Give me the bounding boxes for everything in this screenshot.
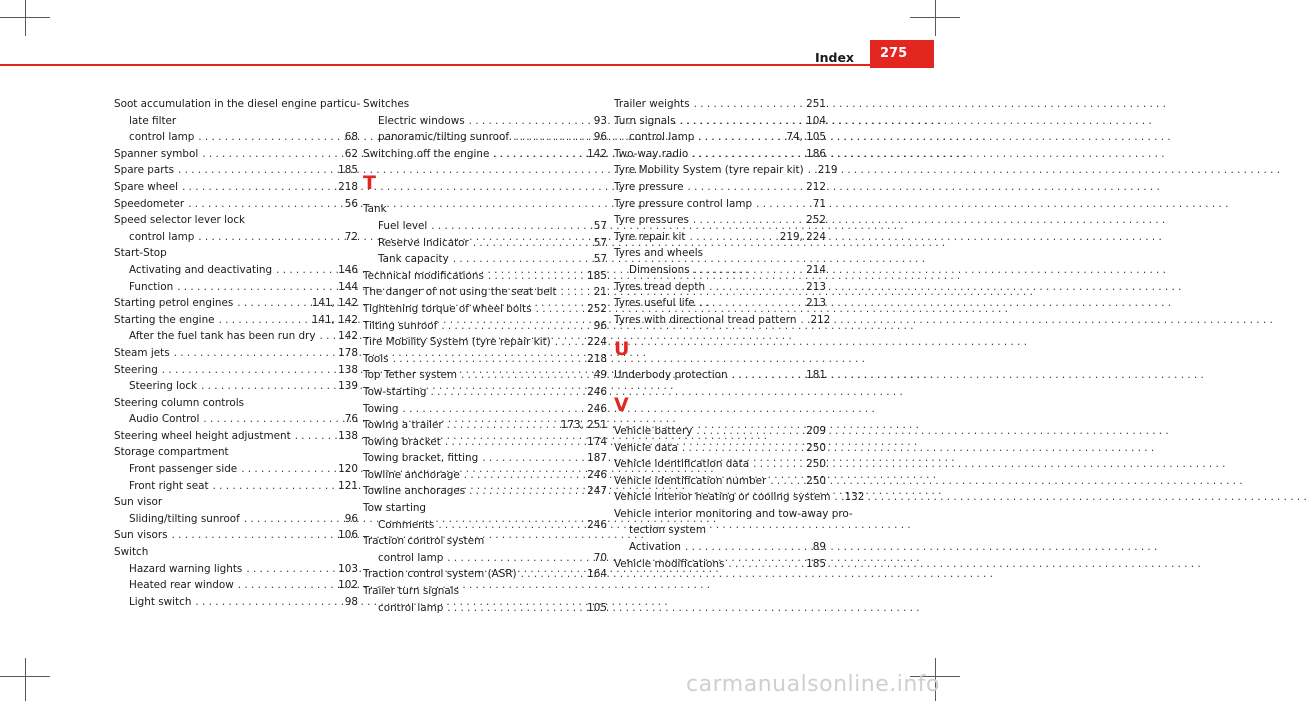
page-reference: 76: [344, 413, 358, 426]
section-letter: V: [614, 393, 629, 416]
index-column-3: [614, 96, 865, 572]
page-reference: 251: [806, 98, 826, 110]
entry-term: The danger of not using the seat belt: [363, 286, 557, 299]
dot-leader: [447, 600, 583, 617]
dot-leader: [177, 279, 334, 296]
index-subentry: [114, 279, 358, 296]
page-reference: 68: [344, 131, 358, 144]
index-heading: Start-Stop: [114, 247, 167, 260]
index-heading: Vehicle interior monitoring and tow-away pro-: [614, 507, 853, 520]
dot-leader: [188, 196, 341, 213]
entry-term: Spanner symbol: [114, 147, 199, 160]
index-entry: [614, 489, 865, 506]
dot-leader: [172, 527, 335, 544]
page-reference: 57: [593, 253, 607, 266]
index-subentry: [614, 539, 826, 556]
index-entry: [614, 96, 826, 113]
entry-term: Technical modifications: [363, 269, 484, 282]
entry-term: Tire Mobility System (tyre repair kit): [363, 336, 551, 349]
entry-term: Reserve indicator: [378, 236, 469, 249]
crop-mark: [25, 658, 26, 701]
dot-leader: [203, 411, 340, 428]
index-entry: [614, 279, 826, 296]
entry-term: Heated rear window: [129, 579, 234, 592]
index-heading: Tank: [363, 203, 387, 216]
entry-term: Traction control system (ASR): [363, 568, 517, 581]
index-entry: [614, 162, 838, 179]
page-reference: 56: [344, 197, 358, 210]
index-entry: [114, 146, 358, 163]
entry-term: Tyres useful life: [614, 297, 695, 310]
index-heading: Soot accumulation in the diesel engine particu-: [114, 98, 361, 110]
entry-term: Towing bracket, fitting: [363, 452, 479, 465]
dot-leader: [536, 301, 584, 318]
entry-term: Hazard warning lights: [129, 562, 243, 575]
index-column-1: [114, 96, 361, 610]
dot-leader: [561, 284, 590, 301]
index-subentry: [363, 129, 607, 146]
index-entry: [614, 179, 826, 196]
page-reference: 141, 142: [311, 297, 358, 310]
entry-term: Tyre Mobility System (tyre repair kit): [614, 164, 804, 177]
entry-term: Spare parts: [114, 164, 175, 177]
dot-leader: [693, 212, 802, 229]
page-reference: 218: [587, 352, 607, 365]
index-entry: [614, 295, 826, 312]
index-subentry: [614, 129, 826, 146]
index-entry: [614, 146, 826, 163]
page-reference: 146: [338, 263, 358, 276]
index-entry: [614, 196, 826, 213]
index-entry: [363, 450, 607, 467]
page-reference: 141, 142: [311, 313, 358, 326]
crop-mark: [25, 0, 26, 36]
dot-leader: [430, 384, 583, 401]
page-reference: 186: [806, 147, 826, 160]
entry-term: Light switch: [129, 595, 192, 608]
entry-term: Dimensions: [629, 263, 690, 276]
entry-term: Vehicle interior heating or cooling system: [614, 491, 831, 504]
index-entry: [614, 556, 826, 573]
index-entry: [363, 146, 607, 163]
dot-leader: [493, 146, 583, 163]
entry-term: Vehicle modifications: [614, 557, 725, 570]
index-entry: [363, 566, 607, 583]
dot-leader: [241, 461, 334, 478]
index-subentry: [363, 550, 607, 567]
entry-term: After the fuel tank has been run dry: [129, 330, 316, 343]
page-reference: 187: [587, 452, 607, 465]
entry-term: Towing a trailer: [363, 419, 443, 432]
dot-leader: [238, 577, 334, 594]
entry-term: Starting petrol engines: [114, 297, 234, 310]
dot-leader: [464, 467, 583, 484]
entry-term: control lamp: [378, 601, 444, 614]
page-reference: 105: [587, 601, 607, 614]
page-reference: 70: [593, 551, 607, 564]
index-entry: [363, 384, 607, 401]
page-reference: 246: [587, 385, 607, 398]
page-number: 275: [870, 40, 934, 68]
dot-leader: [696, 423, 802, 440]
dot-leader: [202, 146, 341, 163]
entry-term: Front passenger side: [129, 463, 238, 476]
dot-leader: [482, 450, 583, 467]
dot-leader: [393, 351, 584, 368]
dot-leader: [694, 262, 803, 279]
dot-leader: [431, 218, 589, 235]
page-reference: 106: [338, 529, 358, 542]
entry-term: Sun visors: [114, 529, 168, 542]
index-entry: [114, 196, 358, 213]
index-entry: [363, 417, 607, 434]
index-entry: [363, 351, 607, 368]
entry-term: Fuel level: [378, 219, 428, 232]
page-reference: 174: [587, 435, 607, 448]
entry-term: control lamp: [629, 131, 695, 144]
dot-leader: [728, 556, 802, 573]
entry-term: Tyres tread depth: [614, 280, 706, 293]
index-entry: [614, 423, 826, 440]
page-reference: 250: [806, 474, 826, 487]
dot-leader: [447, 417, 557, 434]
page-reference: 71: [812, 197, 826, 210]
index-entry: [114, 527, 358, 544]
dot-leader: [201, 378, 334, 395]
entry-term: Speedometer: [114, 197, 185, 210]
index-subentry: [114, 129, 358, 146]
dot-leader: [473, 235, 590, 252]
page-reference: 142: [338, 330, 358, 343]
dot-leader: [162, 362, 334, 379]
index-heading: tection system: [629, 524, 706, 537]
page-reference: 121: [338, 479, 358, 492]
index-subentry: [114, 511, 358, 528]
page-reference: 185: [587, 269, 607, 282]
dot-leader: [403, 401, 584, 418]
page-reference: 142: [587, 147, 607, 160]
dot-leader: [753, 456, 802, 473]
dot-leader: [213, 478, 335, 495]
index-entry: [363, 301, 607, 318]
entry-term: Activating and deactivating: [129, 263, 273, 276]
page-reference: 164: [587, 568, 607, 581]
page-reference: 218: [338, 180, 358, 193]
entry-term: Spare wheel: [114, 180, 179, 193]
page-reference: 102: [338, 579, 358, 592]
page-reference: 62: [344, 147, 358, 160]
index-heading: Sun visor: [114, 496, 163, 509]
dot-leader: [461, 367, 590, 384]
dot-leader: [319, 328, 334, 345]
page-reference: 212: [810, 313, 831, 326]
entry-term: Vehicle identification number: [614, 474, 767, 487]
entry-term: control lamp: [129, 131, 195, 144]
index-subentry: [614, 262, 826, 279]
entry-term: Underbody protection: [614, 369, 728, 382]
entry-term: Function: [129, 280, 174, 293]
dot-leader: [692, 146, 802, 163]
entry-term: Front right seat: [129, 479, 209, 492]
page-reference: 185: [806, 557, 826, 570]
entry-term: Sliding/tilting sunroof: [129, 512, 240, 525]
entry-term: Towline anchorage: [363, 468, 460, 481]
page-reference: 252: [806, 214, 826, 227]
index-heading: Speed selector lever lock: [114, 214, 246, 227]
page-reference: 214: [806, 263, 826, 276]
entry-term: Vehicle battery: [614, 424, 693, 437]
page-reference: 120: [338, 463, 358, 476]
index-entry: [614, 229, 826, 246]
index-subentry: [114, 478, 358, 495]
page-reference: 178: [338, 346, 358, 359]
index-subentry: [363, 600, 607, 617]
index-subentry: [114, 594, 358, 611]
entry-term: Steam jets: [114, 346, 170, 359]
index-subentry: [114, 561, 358, 578]
index-entry: [114, 345, 358, 362]
entry-term: Two-way radio: [614, 147, 689, 160]
page-reference: 144: [338, 280, 358, 293]
page-reference: 96: [344, 512, 358, 525]
index-subentry: [114, 328, 358, 345]
index-heading: Tow starting: [363, 502, 427, 515]
page-reference: 247: [587, 485, 607, 498]
entry-term: panoramic/tilting sunroof: [378, 131, 510, 144]
index-entry: [363, 483, 607, 500]
page-reference: 138: [338, 429, 358, 442]
dot-leader: [174, 345, 335, 362]
page-reference: 173, 251: [560, 419, 607, 432]
page-reference: 219: [817, 164, 838, 177]
index-entry: [614, 212, 826, 229]
index-subentry: [114, 378, 358, 395]
page-reference: 212: [806, 180, 826, 193]
index-subentry: [363, 235, 607, 252]
index-entry: [363, 367, 607, 384]
index-entry: [363, 401, 607, 418]
dot-leader: [237, 295, 307, 312]
entry-term: control lamp: [129, 230, 195, 243]
page-reference: 98: [344, 595, 358, 608]
entry-term: Trailer weights: [614, 98, 690, 110]
index-entry: [614, 113, 826, 130]
dot-leader: [453, 251, 590, 268]
index-column-2: [363, 96, 607, 616]
entry-term: Tyre pressure: [614, 180, 684, 193]
entry-term: Tilting sunroof: [363, 319, 438, 332]
dot-leader: [276, 262, 334, 279]
entry-term: Turn signals: [614, 114, 676, 127]
entry-term: Electric windows: [378, 114, 465, 127]
index-subentry: [114, 262, 358, 279]
page-reference: 209: [806, 424, 826, 437]
entry-term: Steering lock: [129, 380, 198, 393]
index-subentry: [114, 411, 358, 428]
dot-leader: [513, 129, 590, 146]
index-entry: [614, 456, 826, 473]
dot-leader: [178, 162, 334, 179]
entry-term: Tightening torque of wheel bolts: [363, 302, 532, 315]
dot-leader: [694, 96, 803, 113]
header-rule: [0, 64, 870, 66]
page-reference: 96: [593, 131, 607, 144]
dot-leader: [198, 229, 340, 246]
entry-term: Towing bracket: [363, 435, 441, 448]
index-entry: [614, 440, 826, 457]
section-letter: U: [614, 338, 630, 361]
index-entry: [363, 434, 607, 451]
page-reference: 72: [344, 230, 358, 243]
page-reference: 213: [806, 297, 826, 310]
page-reference: 49: [593, 369, 607, 382]
index-entry: [363, 284, 607, 301]
dot-leader: [679, 113, 802, 130]
index-entry: [363, 268, 607, 285]
index-entry: [114, 362, 358, 379]
index-entry: [363, 467, 607, 484]
dot-leader: [447, 550, 589, 567]
entry-term: Tyre repair kit: [614, 230, 686, 243]
page-reference: 104: [806, 114, 826, 127]
entry-term: Tank capacity: [378, 253, 449, 266]
index-subentry: [363, 113, 607, 130]
dot-leader: [688, 179, 803, 196]
dot-leader: [682, 440, 802, 457]
page-reference: 89: [812, 541, 826, 554]
dot-leader: [195, 594, 340, 611]
entry-term: Steering: [114, 363, 158, 376]
page-reference: 250: [806, 458, 826, 471]
index-entry: [114, 162, 358, 179]
index-subentry: [363, 218, 607, 235]
index-subentry: [114, 577, 358, 594]
entry-term: Tow-starting: [363, 385, 427, 398]
entry-term: Starting the engine: [114, 313, 215, 326]
index-entry: [614, 367, 826, 384]
page-reference: 246: [587, 518, 607, 531]
dot-leader: [756, 196, 809, 213]
dot-leader: [198, 129, 340, 146]
dot-leader: [732, 367, 803, 384]
section-letter: T: [363, 172, 376, 195]
page-reference: 132: [844, 491, 865, 504]
index-heading: late filter: [129, 114, 177, 127]
index-entry: [114, 312, 358, 329]
page-reference: 93: [593, 114, 607, 127]
page-title: Index: [814, 50, 854, 65]
entry-term: Towline anchorages: [363, 485, 466, 498]
crop-mark: [935, 0, 936, 36]
page-reference: 224: [587, 336, 607, 349]
dot-leader: [219, 312, 308, 329]
entry-term: Activation: [629, 541, 682, 554]
page-reference: 246: [587, 402, 607, 415]
page-reference: 74, 105: [786, 131, 826, 144]
page-reference: 181: [806, 369, 826, 382]
dot-leader: [469, 113, 590, 130]
page-reference: 139: [338, 380, 358, 393]
dot-leader: [709, 279, 802, 296]
entry-term: Tyre pressure control lamp: [614, 197, 753, 210]
index-heading: Switches: [363, 98, 410, 110]
entry-term: control lamp: [378, 551, 444, 564]
index-subentry: [363, 517, 607, 534]
entry-term: Switching off the engine: [363, 147, 490, 160]
watermark: carmanualsonline.info: [686, 672, 940, 697]
page-reference: 250: [806, 441, 826, 454]
index-entry: [114, 179, 358, 196]
page-reference: 185: [338, 164, 358, 177]
page-reference: 213: [806, 280, 826, 293]
index-entry: [614, 473, 826, 490]
dot-leader: [689, 229, 775, 246]
dot-leader: [488, 268, 583, 285]
entry-term: Top Tether system: [363, 369, 457, 382]
dot-leader: [698, 129, 782, 146]
entry-term: Tyre pressures: [614, 214, 689, 227]
page-reference: 219, 224: [779, 230, 826, 243]
page-reference: 96: [593, 319, 607, 332]
entry-term: Vehicle identification data: [614, 458, 750, 471]
index-heading: Trailer turn signals: [363, 585, 459, 598]
entry-term: Audio Control: [129, 413, 200, 426]
page-reference: 21: [593, 286, 607, 299]
index-subentry: [114, 229, 358, 246]
dot-leader: [469, 483, 583, 500]
dot-leader: [182, 179, 334, 196]
entry-term: Steering wheel height adjustment: [114, 429, 291, 442]
index-heading: Traction control system: [363, 535, 485, 548]
dot-leader: [441, 318, 590, 335]
dot-leader: [699, 295, 802, 312]
index-heading: Tyres and wheels: [614, 247, 704, 260]
page-reference: 103: [338, 562, 358, 575]
index-entry: [363, 318, 607, 335]
entry-term: Vehicle data: [614, 441, 678, 454]
page-reference: 246: [587, 468, 607, 481]
page-reference: 57: [593, 219, 607, 232]
entry-term: Towing: [363, 402, 399, 415]
dot-leader: [555, 334, 583, 351]
dot-leader: [244, 511, 341, 528]
index-heading: Storage compartment: [114, 446, 229, 459]
entry-term: Tyres with directional tread pattern: [614, 313, 797, 326]
dot-leader: [770, 473, 802, 490]
index-entry: [114, 428, 358, 445]
dot-leader: [438, 517, 583, 534]
page-reference: 138: [338, 363, 358, 376]
index-subentry: [114, 461, 358, 478]
index-subentry: [363, 251, 607, 268]
index-entry: [114, 295, 358, 312]
entry-term: Tools: [363, 352, 389, 365]
index-heading: Steering column controls: [114, 396, 245, 409]
entry-term: Comments: [378, 518, 435, 531]
index-entry: [614, 312, 831, 329]
dot-leader: [445, 434, 583, 451]
dot-leader: [685, 539, 809, 556]
dot-leader: [295, 428, 334, 445]
index-heading: Switch: [114, 546, 149, 559]
page-reference: 252: [587, 302, 607, 315]
dot-leader: [521, 566, 584, 583]
page-reference: 57: [593, 236, 607, 249]
index-entry: [363, 334, 607, 351]
dot-leader: [246, 561, 334, 578]
